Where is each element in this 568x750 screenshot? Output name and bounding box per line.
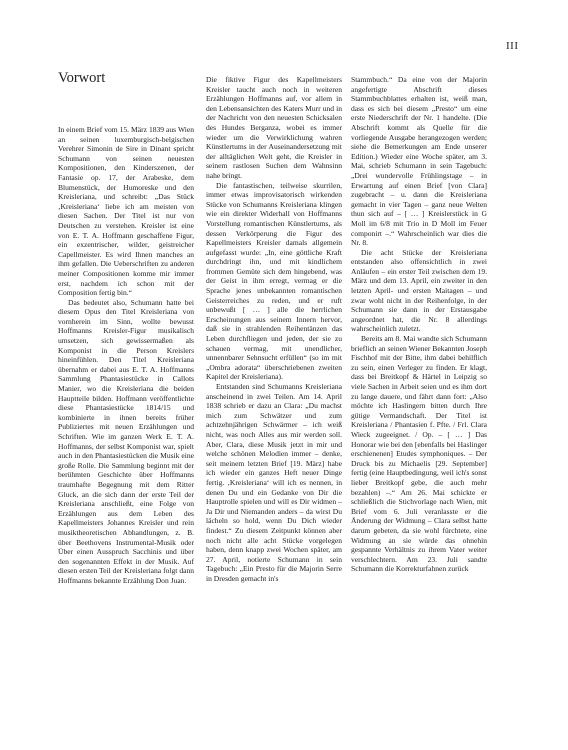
text-column-2 — [206, 75, 342, 583]
paragraph: Das bedeutet also, Schumann hatte bei diesem Opus den Titel Kreisleriana von vornherein im Sinn, wollte bewusst Hoffmanns Kreisler-Figur musikalisch umsetzen, sich gewissermaßen als Komponist in die Person Kreislers hineinfühlen. Den Titel Kreisleriana übernahm er dabei aus E. T. A. Hoffmanns Sammlung Phantasiestücke in Callots Manier, wo die Kreisleriana die beiden Hauptteile bilden. Hoffmann veröffentlichte diese Phantasiestücke 1814/15 und kombinierte in ihnen bereits früher Publiziertes mit neuen Erzählungen und Schriften. Wie im ganzen Werk E. T. A. Hoffmanns, der selbst Komponist war, spielt auch in den Phantasiestücken die Musik eine große Rolle. Die Sammlung beginnt mit der berühmten Geschichte über Hoffmanns traumhafte Begegnung mit dem Ritter Gluck, an die sich dann der erste Teil der Kreisleriana anschließt, eine Folge von Erzählungen aus dem Leben des Kapellmeisters Johannes Kreisler und rein musiktheoretischen Abhandlungen, z. B. über Beethovens Instrumental-Musik oder Über einen Ausspruch Sacchinis und über den sogenannten Effekt in der Musik. Auf diesen ersten Teil der Kreisleriana folgt dann Hoffmanns bekannte Erzählung Don Juan. — [58, 297, 194, 585]
paragraph: Die acht Stücke der Kreisleriana entstanden also offensichtlich in zwei Anläufen – ein erster Teil zwischen dem 19. März und dem 13. April, ein zweiter in den letzten April- und ersten Maitagen – und zwar wohl nicht in der Reihenfolge, in der Schumann sie dann in der Erstausgabe angeordnet hat, die Nr. 8 allerdings wahrscheinlich zuletzt. — [351, 247, 487, 334]
page-number: III — [506, 40, 519, 52]
section-heading: Vorwort — [58, 70, 106, 86]
paragraph: In einem Brief vom 15. März 1839 aus Wien an seinen luxemburgisch-belgischen Verehrer Simonin de Sire in Dinant spricht Schumann von seinen neuesten Kompositionen, den Kinderszenen, der Fantasie op. 17, der Arabeske, dem Blumenstück, der Humoreske und den Kreisleriana, und schreibt: „Das Stück ‚Kreisleriana‘ liebe ich am meisten von diesen Sachen. Der Titel ist nur von Deutschen zu verstehen. Kreisler ist eine von E. T. A. Hoffmann geschaffene Figur, ein exzentrischer, wilder, geistreicher Capellmeister. Es wird Ihnen manches an ihm gefallen. Die Ueberschriften zu anderen meiner Compositionen komme mir immer erst, nachdem ich schon mit der Composition fertig bin.“ — [58, 125, 194, 298]
paragraph: Die fiktive Figur des Kapellmeisters Kreisler taucht auch noch in weiteren Erzählungen Hoffmanns auf, vor allem in den Lebensansichten des Katers Murr und in der Nachricht von den neuesten Schicksalen des Hundes Berganza, wobei es immer wieder um die Verwirklichung wahren Künstlertums in der Auseinandersetzung mit der alltäglichen Welt geht, die Kreisler in seinem rastlosen Suchen dem Wahnsinn nahe bringt. — [206, 75, 342, 180]
paragraph: Stammbuch.“ Da eine von der Majorin angefertigte Abschrift dieses Stammbuchblattes erhalten ist, weiß man, dass es sich bei diesem „Presto“ um eine erste Niederschrift der Nr. 1 handelte. (Die Abschrift kommt als Quelle für die vorliegende Ausgabe herangezogen werden; siehe die Bemerkungen am Ende unserer Edition.) Wieder eine Woche später, am 3. Mai, schrieb Schumann in sein Tagebuch: „Drei wundervolle Frühlingstage – in Erwartung auf einen Brief [von Clara] zugebracht – u. dann die Kreisleriana gemacht in vier Tagen – ganz neue Welten thun sich auf – [ … ] Kreislerstück in G Moll im 6/8 mit Trio in D Moll im Feuer componirt –.“ Wahrscheinlich war dies die Nr. 8. — [351, 75, 487, 248]
text-column-3 — [351, 75, 487, 574]
paragraph: Bereits am 8. Mai wandte sich Schumann brieflich an seinen Wiener Bekannten Joseph Fischhof mit der Bitte, ihm dabei behilflich zu sein, einen Verleger zu finden. Er klagt, dass bei Breitkopf & Härtel in Leipzig so viele Sachen in Arbeit seien und es ihm dort zu lange dauere, und fährt dann fort: „Also möchte ich Haslingern bitten durch Ihre gütige Vermandschaft. Der Titel ist Kreisleriana / Phantasien f. Pfte. / Frl. Clara Wieck zugeeignet. / Op. – [ … ] Das Honorar wie bei den [ebenfalls bei Haslinger erschienenen] Etudes symphoniques. – Der Druck bis zu Michaelis [29. September] fertig (eine Hauptbedingung, weil ich's sonst lieber Breitkopf gebe, die auch mehr bezahlen) –.“ Am 26. Mai schickte er schließlich die Stichvorlage nach Wien, mit Brief vom 6. Juli veranlasste er die Änderung der Widmung – Clara selbst hatte darum gebeten, da sie wohl fürchtete, eine Widmung an sie würde das ohnehin gespannte Verhältnis zu ihrem Vater weiter verschlechtern. Am 23. Juli sandte Schumann die Korrekturfahnen zurück — [351, 334, 487, 574]
paragraph: Entstanden sind Schumanns Kreisleriana anscheinend in zwei Teilen. Am 14. April 1838 schrieb er dazu an Clara: „Du machst mich zum Schwätzer und zum achtzehnjährigen Schwärmer – ich weiß nicht, was noch Alles aus mir werden soll. Aber, Clara, diese Musik jetzt in mir und welche schönen Melodien immer – denke, seit meinem letzten Brief [19. März] habe ich wieder ein ganzes Heft neuer Dinge fertig. ‚Kreisleriana‘ will ich es nennen, in denen Du und ein Gedanke von Dir die Hauptrolle spielen und will es Dir widmen – Ja Dir und Niemanden anders – da wirst Du lächeln so hold, wenn Du Dich wieder findest.“ Zu diesem Zeitpunkt können aber noch nicht alle acht Stücke vorgelegen haben, denn knapp zwei Wochen später, am 27. April, notierte Schumann in sein Tagebuch: „Ein Presto für die Majorin Serre in Dresden gemacht in's — [206, 382, 342, 583]
paragraph: Die fantastischen, teilweise skurrilen, immer etwas improvisatorisch wirkenden Stücke von Schumanns Kreisleriana klingen wie ein direkter Widerhall von Hoffmanns Vorstellung romantischen Künstlertums, als dessen Verkörperung die Figur des Kapellmeisters Kreisler damals allgemein aufgefasst wurde: „In, eine göttliche Kraft durchdringt ihn, und mit kindlichem frommen Gemüte sich dem hingebend, was der Geist in ihm erregt, vermag er die Sprache jenes unbekannten romantischen Geisterreiches zu reden, und er ruft unbewußt [ … ] alle die herrlichen Erscheinungen aus seinem Innern hervor, daß sie in strahlenden Reihentänzen das Leben durchfliegen und jeden, der sie zu schauen vermag, mit unendlicher, unnennbarer Sehnsucht erfüllen“ (so im mit „Ombra adorata“ überschriebenen zweiten Kapitel der Kreisleriana). — [206, 180, 342, 382]
text-column-1 — [58, 125, 194, 586]
